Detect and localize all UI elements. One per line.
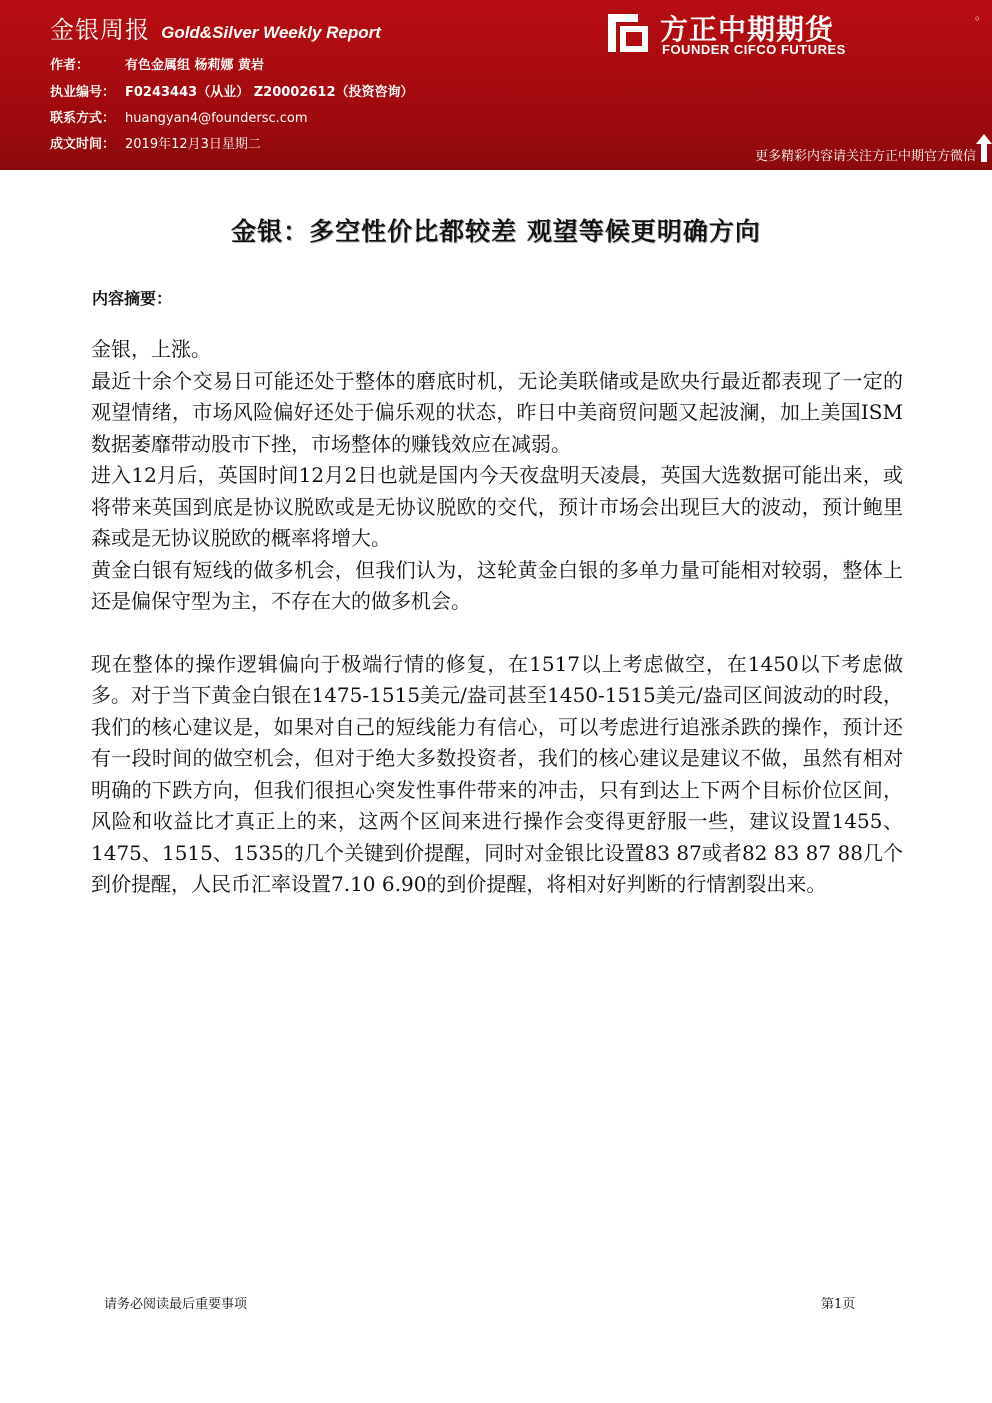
company-logo [604,8,854,58]
author-value: 有色金属组 杨莉娜 黄岩 [125,58,265,73]
page-number: 第1页 [821,1297,856,1312]
report-title-cn: 金银周报 [50,16,150,44]
license-label: 执业编号： [50,85,116,100]
logo-text-en: FOUNDER CIFCO FUTURES [662,42,846,57]
contact-label: 联系方式： [50,111,116,126]
author-label: 作者： [50,58,90,73]
license-value: F0243443（从业） Z20002612（投资咨询） [125,85,414,100]
report-header [0,0,992,170]
footer-disclaimer: 请务必阅读最后重要事项 [104,1297,248,1312]
corner-mark: 。 [975,8,988,22]
paragraph: 最近十余个交易日可能还处于整体的磨底时机，无论美联储或是欧央行最近都表现了一定的观望情绪，市场风险偏好还处于偏乐观的状态，昨日中美商贸问题又起波澜，加上美国ISM数据萎靡带动股市下挫，市场整体的赚钱效应在减弱。 [91,368,903,456]
paragraph: 现在整体的操作逻辑偏向于极端行情的修复，在1517以上考虑做空，在1450以下考虑做多。对于当下黄金白银在1475-1515美元/盎司甚至1450-1515美元/盎司区间波动的时段，我们的核心建议是，如果对自己的短线能力有信心，可以考虑进行追涨杀跌的操作，预计还有一段时间的做空机会，但对于绝大多数投资者，我们的核心建议是建议不做，虽然有相对明确的下跌方向，但我们很担心突发性事件带来的冲击，只有到达上下两个目标价位区间，风险和收益比才真正上的来，这两个区间来进行操作会变得更舒服一些，建议设置1455、1475、1515、1535的几个关键到价提醒，同时对金银比设置83 87或者82 83 87 88几个到价提醒，人民币汇率设置7.10 6.90的到价提醒，将相对好判断的行情割裂出来。 [91,651,903,896]
logo-text-cn: 方正中期期货 [660,13,835,46]
author-row [50,54,264,73]
paragraph: 黄金白银有短线的做多机会，但我们认为，这轮黄金白银的多单力量可能相对较弱，整体上还是偏保守型为主，不存在大的做多机会。 [91,557,903,613]
contact-value: huangyan4@foundersc.com [125,111,308,126]
founder-logo-icon [604,8,652,56]
license-row [50,81,414,100]
document-body [91,334,903,901]
paragraph: 进入12月后，英国时间12月2日也就是国内今天夜盘明天凌晨，英国大选数据可能出来，或将带来英国到底是协议脱欧或是无协议脱欧的交代，预计市场会出现巨大的波动，预计鲍里森或是无协议脱欧的概率将增大。 [91,463,903,550]
date-row [50,133,261,152]
paragraph: 金银，上涨。 [91,337,211,361]
date-value: 2019年12月3日星期二 [125,137,261,152]
date-label: 成文时间： [50,137,116,152]
wechat-notice: 更多精彩内容请关注方正中期官方微信 [754,149,976,164]
report-title-en: Gold&Silver Weekly Report [161,23,381,42]
document-title: 金银：多空性价比都较差 观望等候更明确方向 [231,217,761,246]
summary-label: 内容摘要： [92,289,173,308]
report-title [50,10,381,45]
contact-row [50,107,308,126]
arrow-up-icon [976,134,992,162]
